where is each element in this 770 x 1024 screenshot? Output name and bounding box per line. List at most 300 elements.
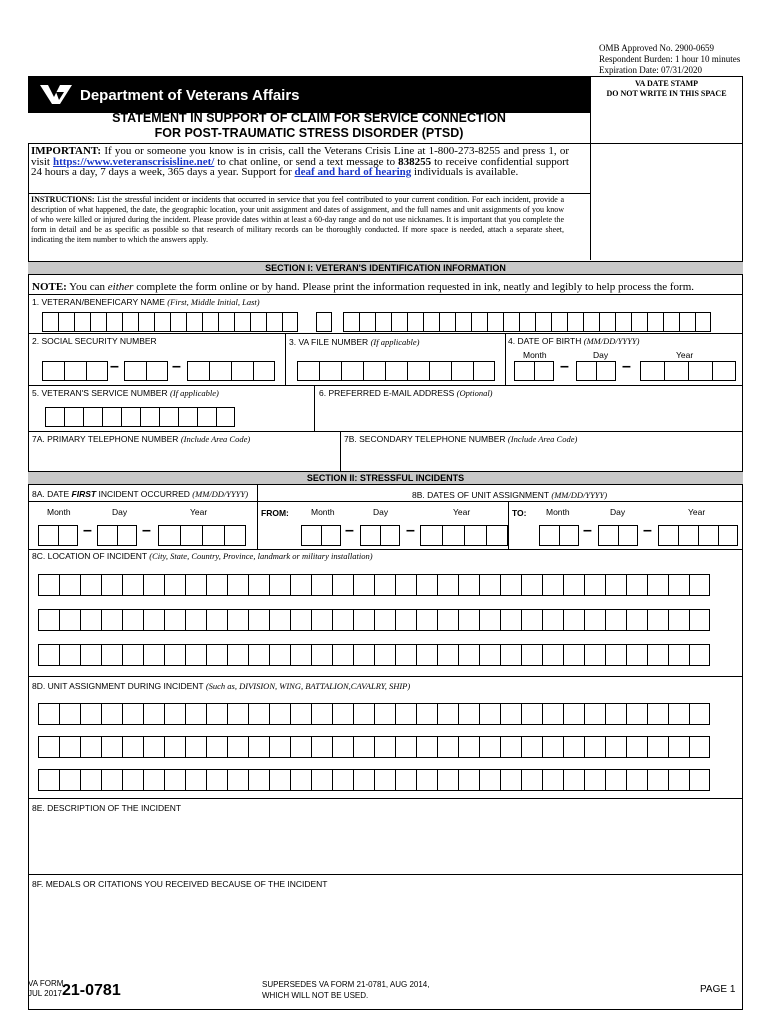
deaf-support-link[interactable]: deaf and hard of hearing — [294, 166, 412, 178]
input-cell[interactable] — [301, 525, 321, 546]
input-cell[interactable] — [80, 703, 101, 725]
input-cell[interactable] — [290, 574, 311, 596]
input-cell[interactable] — [439, 312, 455, 332]
input-cell[interactable] — [64, 407, 83, 427]
input-cell[interactable] — [679, 312, 695, 332]
input-cell[interactable] — [343, 312, 359, 332]
input-cell[interactable] — [479, 609, 500, 631]
input-cell[interactable] — [122, 736, 143, 758]
input-cell[interactable] — [248, 609, 269, 631]
input-cell[interactable] — [59, 609, 80, 631]
input-cell[interactable] — [542, 703, 563, 725]
input-cell[interactable] — [253, 361, 275, 381]
input-cell[interactable] — [605, 736, 626, 758]
input-cell[interactable] — [332, 703, 353, 725]
input-cell[interactable] — [442, 525, 464, 546]
to-month-boxes[interactable] — [539, 525, 579, 546]
input-cell[interactable] — [311, 574, 332, 596]
input-cell[interactable] — [375, 312, 391, 332]
input-cell[interactable] — [395, 574, 416, 596]
input-cell[interactable] — [374, 736, 395, 758]
input-cell[interactable] — [391, 312, 407, 332]
input-cell[interactable] — [38, 703, 59, 725]
input-cell[interactable] — [321, 525, 341, 546]
input-cell[interactable] — [615, 312, 631, 332]
input-cell[interactable] — [563, 736, 584, 758]
location-row3[interactable] — [38, 644, 710, 666]
input-cell[interactable] — [539, 525, 559, 546]
location-row2[interactable] — [38, 609, 710, 631]
input-cell[interactable] — [584, 736, 605, 758]
input-cell[interactable] — [122, 609, 143, 631]
input-cell[interactable] — [473, 361, 495, 381]
input-cell[interactable] — [416, 574, 437, 596]
input-cell[interactable] — [668, 644, 689, 666]
input-cell[interactable] — [206, 574, 227, 596]
input-cell[interactable] — [437, 736, 458, 758]
incident-month-boxes[interactable] — [38, 525, 78, 546]
input-cell[interactable] — [605, 609, 626, 631]
input-cell[interactable] — [159, 407, 178, 427]
input-cell[interactable] — [58, 525, 78, 546]
input-cell[interactable] — [437, 609, 458, 631]
input-cell[interactable] — [437, 574, 458, 596]
input-cell[interactable] — [58, 312, 74, 332]
input-cell[interactable] — [38, 769, 59, 791]
input-cell[interactable] — [138, 312, 154, 332]
input-cell[interactable] — [101, 609, 122, 631]
input-cell[interactable] — [647, 644, 668, 666]
input-cell[interactable] — [227, 644, 248, 666]
input-cell[interactable] — [464, 525, 486, 546]
input-cell[interactable] — [416, 769, 437, 791]
from-day-boxes[interactable] — [360, 525, 400, 546]
input-cell[interactable] — [269, 574, 290, 596]
input-cell[interactable] — [458, 644, 479, 666]
input-cell[interactable] — [83, 407, 102, 427]
va-file-boxes[interactable] — [297, 361, 495, 381]
input-cell[interactable] — [385, 361, 407, 381]
input-cell[interactable] — [689, 769, 710, 791]
input-cell[interactable] — [42, 361, 64, 381]
medals-area[interactable] — [30, 891, 741, 971]
ssn-part2[interactable] — [124, 361, 168, 381]
input-cell[interactable] — [197, 407, 216, 427]
last-name-boxes[interactable] — [343, 312, 711, 332]
input-cell[interactable] — [542, 644, 563, 666]
input-cell[interactable] — [689, 644, 710, 666]
input-cell[interactable] — [458, 574, 479, 596]
input-cell[interactable] — [185, 644, 206, 666]
input-cell[interactable] — [374, 703, 395, 725]
input-cell[interactable] — [90, 312, 106, 332]
input-cell[interactable] — [185, 609, 206, 631]
unit-row1[interactable] — [38, 703, 710, 725]
dob-year-boxes[interactable] — [640, 361, 736, 381]
input-cell[interactable] — [121, 407, 140, 427]
input-cell[interactable] — [626, 736, 647, 758]
service-number-boxes[interactable] — [45, 407, 235, 427]
input-cell[interactable] — [353, 609, 374, 631]
incident-year-boxes[interactable] — [158, 525, 246, 546]
input-cell[interactable] — [668, 769, 689, 791]
input-cell[interactable] — [519, 312, 535, 332]
input-cell[interactable] — [599, 312, 615, 332]
input-cell[interactable] — [341, 361, 363, 381]
input-cell[interactable] — [416, 644, 437, 666]
input-cell[interactable] — [38, 525, 58, 546]
input-cell[interactable] — [451, 361, 473, 381]
input-cell[interactable] — [698, 525, 718, 546]
input-cell[interactable] — [668, 574, 689, 596]
input-cell[interactable] — [185, 769, 206, 791]
input-cell[interactable] — [437, 769, 458, 791]
input-cell[interactable] — [605, 703, 626, 725]
input-cell[interactable] — [563, 769, 584, 791]
input-cell[interactable] — [374, 574, 395, 596]
input-cell[interactable] — [178, 407, 197, 427]
input-cell[interactable] — [101, 644, 122, 666]
input-cell[interactable] — [479, 769, 500, 791]
input-cell[interactable] — [311, 609, 332, 631]
input-cell[interactable] — [647, 312, 663, 332]
input-cell[interactable] — [407, 361, 429, 381]
input-cell[interactable] — [471, 312, 487, 332]
input-cell[interactable] — [563, 703, 584, 725]
input-cell[interactable] — [248, 574, 269, 596]
input-cell[interactable] — [143, 736, 164, 758]
input-cell[interactable] — [353, 703, 374, 725]
input-cell[interactable] — [360, 525, 380, 546]
input-cell[interactable] — [688, 361, 712, 381]
input-cell[interactable] — [479, 574, 500, 596]
input-cell[interactable] — [689, 574, 710, 596]
ssn-part1[interactable] — [42, 361, 108, 381]
description-area[interactable] — [30, 815, 741, 873]
input-cell[interactable] — [297, 361, 319, 381]
input-cell[interactable] — [576, 361, 596, 381]
input-cell[interactable] — [45, 407, 64, 427]
input-cell[interactable] — [626, 574, 647, 596]
input-cell[interactable] — [80, 769, 101, 791]
input-cell[interactable] — [59, 703, 80, 725]
input-cell[interactable] — [164, 574, 185, 596]
input-cell[interactable] — [374, 609, 395, 631]
input-cell[interactable] — [209, 361, 231, 381]
input-cell[interactable] — [668, 609, 689, 631]
input-cell[interactable] — [458, 703, 479, 725]
input-cell[interactable] — [117, 525, 137, 546]
input-cell[interactable] — [38, 574, 59, 596]
input-cell[interactable] — [584, 703, 605, 725]
input-cell[interactable] — [631, 312, 647, 332]
input-cell[interactable] — [227, 736, 248, 758]
input-cell[interactable] — [234, 312, 250, 332]
input-cell[interactable] — [563, 574, 584, 596]
input-cell[interactable] — [374, 644, 395, 666]
input-cell[interactable] — [269, 703, 290, 725]
input-cell[interactable] — [80, 574, 101, 596]
input-cell[interactable] — [374, 769, 395, 791]
input-cell[interactable] — [311, 703, 332, 725]
input-cell[interactable] — [521, 644, 542, 666]
from-month-boxes[interactable] — [301, 525, 341, 546]
input-cell[interactable] — [658, 525, 678, 546]
input-cell[interactable] — [227, 703, 248, 725]
input-cell[interactable] — [605, 769, 626, 791]
input-cell[interactable] — [97, 525, 117, 546]
middle-initial-box[interactable] — [316, 312, 332, 332]
input-cell[interactable] — [332, 574, 353, 596]
input-cell[interactable] — [231, 361, 253, 381]
input-cell[interactable] — [146, 361, 168, 381]
input-cell[interactable] — [416, 736, 437, 758]
input-cell[interactable] — [458, 736, 479, 758]
input-cell[interactable] — [164, 736, 185, 758]
input-cell[interactable] — [187, 361, 209, 381]
input-cell[interactable] — [647, 736, 668, 758]
input-cell[interactable] — [500, 769, 521, 791]
input-cell[interactable] — [521, 609, 542, 631]
input-cell[interactable] — [500, 574, 521, 596]
input-cell[interactable] — [647, 769, 668, 791]
input-cell[interactable] — [122, 769, 143, 791]
input-cell[interactable] — [122, 644, 143, 666]
input-cell[interactable] — [521, 574, 542, 596]
input-cell[interactable] — [332, 769, 353, 791]
input-cell[interactable] — [663, 312, 679, 332]
input-cell[interactable] — [170, 312, 186, 332]
input-cell[interactable] — [86, 361, 108, 381]
input-cell[interactable] — [248, 703, 269, 725]
input-cell[interactable] — [455, 312, 471, 332]
to-day-boxes[interactable] — [598, 525, 638, 546]
input-cell[interactable] — [143, 574, 164, 596]
input-cell[interactable] — [407, 312, 423, 332]
input-cell[interactable] — [647, 609, 668, 631]
input-cell[interactable] — [458, 769, 479, 791]
input-cell[interactable] — [59, 644, 80, 666]
input-cell[interactable] — [563, 644, 584, 666]
input-cell[interactable] — [122, 312, 138, 332]
from-year-boxes[interactable] — [420, 525, 508, 546]
input-cell[interactable] — [332, 644, 353, 666]
input-cell[interactable] — [718, 525, 738, 546]
input-cell[interactable] — [584, 574, 605, 596]
dob-day-boxes[interactable] — [576, 361, 616, 381]
input-cell[interactable] — [689, 703, 710, 725]
input-cell[interactable] — [559, 525, 579, 546]
input-cell[interactable] — [395, 769, 416, 791]
input-cell[interactable] — [416, 609, 437, 631]
input-cell[interactable] — [216, 407, 235, 427]
input-cell[interactable] — [143, 769, 164, 791]
input-cell[interactable] — [332, 736, 353, 758]
input-cell[interactable] — [500, 736, 521, 758]
input-cell[interactable] — [395, 736, 416, 758]
input-cell[interactable] — [74, 312, 90, 332]
input-cell[interactable] — [227, 769, 248, 791]
input-cell[interactable] — [101, 574, 122, 596]
input-cell[interactable] — [437, 644, 458, 666]
input-cell[interactable] — [479, 644, 500, 666]
input-cell[interactable] — [437, 703, 458, 725]
input-cell[interactable] — [647, 703, 668, 725]
input-cell[interactable] — [311, 644, 332, 666]
input-cell[interactable] — [101, 769, 122, 791]
input-cell[interactable] — [521, 736, 542, 758]
input-cell[interactable] — [521, 769, 542, 791]
input-cell[interactable] — [647, 574, 668, 596]
input-cell[interactable] — [248, 644, 269, 666]
ssn-part3[interactable] — [187, 361, 275, 381]
input-cell[interactable] — [185, 574, 206, 596]
incident-day-boxes[interactable] — [97, 525, 137, 546]
input-cell[interactable] — [106, 312, 122, 332]
input-cell[interactable] — [332, 609, 353, 631]
input-cell[interactable] — [605, 574, 626, 596]
input-cell[interactable] — [542, 736, 563, 758]
input-cell[interactable] — [429, 361, 451, 381]
input-cell[interactable] — [164, 769, 185, 791]
input-cell[interactable] — [363, 361, 385, 381]
input-cell[interactable] — [316, 312, 332, 332]
input-cell[interactable] — [80, 644, 101, 666]
input-cell[interactable] — [551, 312, 567, 332]
input-cell[interactable] — [248, 769, 269, 791]
input-cell[interactable] — [503, 312, 519, 332]
input-cell[interactable] — [180, 525, 202, 546]
input-cell[interactable] — [584, 609, 605, 631]
input-cell[interactable] — [282, 312, 298, 332]
input-cell[interactable] — [542, 769, 563, 791]
input-cell[interactable] — [678, 525, 698, 546]
input-cell[interactable] — [486, 525, 508, 546]
input-cell[interactable] — [38, 609, 59, 631]
input-cell[interactable] — [626, 703, 647, 725]
input-cell[interactable] — [218, 312, 234, 332]
input-cell[interactable] — [311, 769, 332, 791]
input-cell[interactable] — [668, 703, 689, 725]
input-cell[interactable] — [353, 644, 374, 666]
input-cell[interactable] — [290, 769, 311, 791]
dob-month-boxes[interactable] — [514, 361, 554, 381]
input-cell[interactable] — [626, 644, 647, 666]
input-cell[interactable] — [101, 736, 122, 758]
input-cell[interactable] — [186, 312, 202, 332]
location-row1[interactable] — [38, 574, 710, 596]
input-cell[interactable] — [269, 736, 290, 758]
input-cell[interactable] — [227, 574, 248, 596]
input-cell[interactable] — [534, 361, 554, 381]
input-cell[interactable] — [500, 609, 521, 631]
input-cell[interactable] — [420, 525, 442, 546]
input-cell[interactable] — [500, 703, 521, 725]
input-cell[interactable] — [42, 312, 58, 332]
input-cell[interactable] — [143, 644, 164, 666]
unit-row2[interactable] — [38, 736, 710, 758]
input-cell[interactable] — [695, 312, 711, 332]
input-cell[interactable] — [101, 703, 122, 725]
input-cell[interactable] — [605, 644, 626, 666]
input-cell[interactable] — [514, 361, 534, 381]
input-cell[interactable] — [59, 574, 80, 596]
input-cell[interactable] — [102, 407, 121, 427]
input-cell[interactable] — [269, 644, 290, 666]
input-cell[interactable] — [584, 769, 605, 791]
input-cell[interactable] — [423, 312, 439, 332]
input-cell[interactable] — [563, 609, 584, 631]
input-cell[interactable] — [626, 609, 647, 631]
unit-row3[interactable] — [38, 769, 710, 791]
input-cell[interactable] — [122, 703, 143, 725]
input-cell[interactable] — [290, 609, 311, 631]
input-cell[interactable] — [395, 609, 416, 631]
input-cell[interactable] — [224, 525, 246, 546]
input-cell[interactable] — [353, 574, 374, 596]
input-cell[interactable] — [500, 644, 521, 666]
input-cell[interactable] — [59, 769, 80, 791]
input-cell[interactable] — [521, 703, 542, 725]
input-cell[interactable] — [124, 361, 146, 381]
input-cell[interactable] — [202, 525, 224, 546]
input-cell[interactable] — [535, 312, 551, 332]
input-cell[interactable] — [59, 736, 80, 758]
input-cell[interactable] — [164, 703, 185, 725]
input-cell[interactable] — [479, 736, 500, 758]
input-cell[interactable] — [584, 644, 605, 666]
input-cell[interactable] — [206, 769, 227, 791]
input-cell[interactable] — [80, 736, 101, 758]
input-cell[interactable] — [487, 312, 503, 332]
first-name-boxes[interactable] — [42, 312, 298, 332]
input-cell[interactable] — [689, 609, 710, 631]
input-cell[interactable] — [290, 644, 311, 666]
input-cell[interactable] — [353, 769, 374, 791]
input-cell[interactable] — [598, 525, 618, 546]
input-cell[interactable] — [206, 736, 227, 758]
input-cell[interactable] — [640, 361, 664, 381]
input-cell[interactable] — [290, 703, 311, 725]
input-cell[interactable] — [266, 312, 282, 332]
input-cell[interactable] — [395, 644, 416, 666]
input-cell[interactable] — [143, 703, 164, 725]
input-cell[interactable] — [567, 312, 583, 332]
input-cell[interactable] — [290, 736, 311, 758]
input-cell[interactable] — [250, 312, 266, 332]
input-cell[interactable] — [80, 609, 101, 631]
input-cell[interactable] — [206, 609, 227, 631]
input-cell[interactable] — [479, 703, 500, 725]
input-cell[interactable] — [154, 312, 170, 332]
input-cell[interactable] — [583, 312, 599, 332]
input-cell[interactable] — [38, 736, 59, 758]
input-cell[interactable] — [38, 644, 59, 666]
input-cell[interactable] — [164, 609, 185, 631]
input-cell[interactable] — [227, 609, 248, 631]
input-cell[interactable] — [712, 361, 736, 381]
to-year-boxes[interactable] — [658, 525, 738, 546]
input-cell[interactable] — [248, 736, 269, 758]
input-cell[interactable] — [269, 609, 290, 631]
input-cell[interactable] — [164, 644, 185, 666]
input-cell[interactable] — [416, 703, 437, 725]
input-cell[interactable] — [185, 736, 206, 758]
input-cell[interactable] — [542, 609, 563, 631]
input-cell[interactable] — [596, 361, 616, 381]
input-cell[interactable] — [143, 609, 164, 631]
input-cell[interactable] — [668, 736, 689, 758]
